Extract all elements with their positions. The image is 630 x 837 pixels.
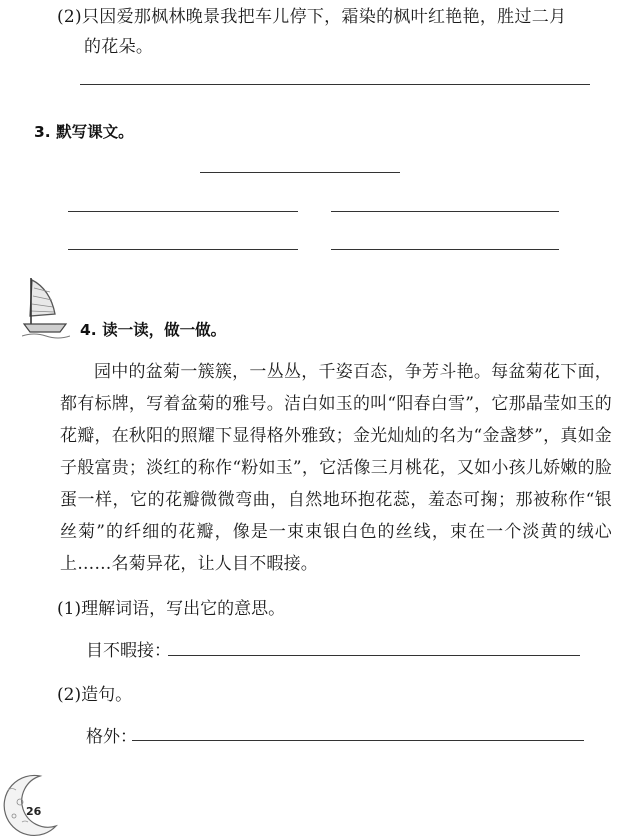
- answer-line-term-2[interactable]: [132, 740, 584, 741]
- title-blank-line[interactable]: [200, 172, 400, 173]
- poem-line-3-blank[interactable]: [68, 249, 298, 250]
- q2-line-2: 的花朵。: [84, 37, 154, 57]
- poem-line-2-blank[interactable]: [331, 211, 559, 212]
- poem-line-4-blank[interactable]: [331, 249, 559, 250]
- reading-passage: 园中的盆菊一簇簇，一丛丛，千姿百态，争芳斗艳。每盆菊花下面，都有标牌，写着盆菊的雅号。洁白如玉的叫“阳春白雪”，它那晶莹如玉的花瓣，在秋阳的照耀下显得格外雅致；金光灿灿的名为“金盏梦”，真如金子般富贵；淡红的称作“粉如玉”，它活像三月桃花，又如小孩儿娇嫩的脸蛋一样，它的花瓣微微弯曲，自然地环抱花蕊，羞态可掬；那被称作“银丝菊”的纤细的花瓣，像是一束束银白色的丝线，束在一个淡黄的绒心上……名菊异花，让人目不暇接。: [60, 362, 612, 574]
- question-4-heading: 4. 读一读，做一做。: [80, 321, 227, 339]
- question-2-sub-2: [57, 2, 617, 62]
- sub-question-1: (1)理解词语，写出它的意思。: [57, 599, 286, 619]
- q2-line-1: (2)只因爱那枫林晚景我把车儿停下，霜染的枫叶红艳艳，胜过二月: [57, 7, 567, 27]
- term-label-1: 目不暇接：: [86, 641, 171, 661]
- question-3-heading: 3. 默写课文。: [34, 123, 134, 141]
- page-number: 26: [26, 805, 42, 818]
- term-label-2: 格外：: [86, 727, 137, 747]
- sub-question-2: (2)造句。: [57, 685, 133, 705]
- answer-line-q2[interactable]: [80, 84, 590, 85]
- poem-line-1-blank[interactable]: [68, 211, 298, 212]
- answer-line-term-1[interactable]: [168, 655, 580, 656]
- sailboat-icon: [22, 276, 70, 342]
